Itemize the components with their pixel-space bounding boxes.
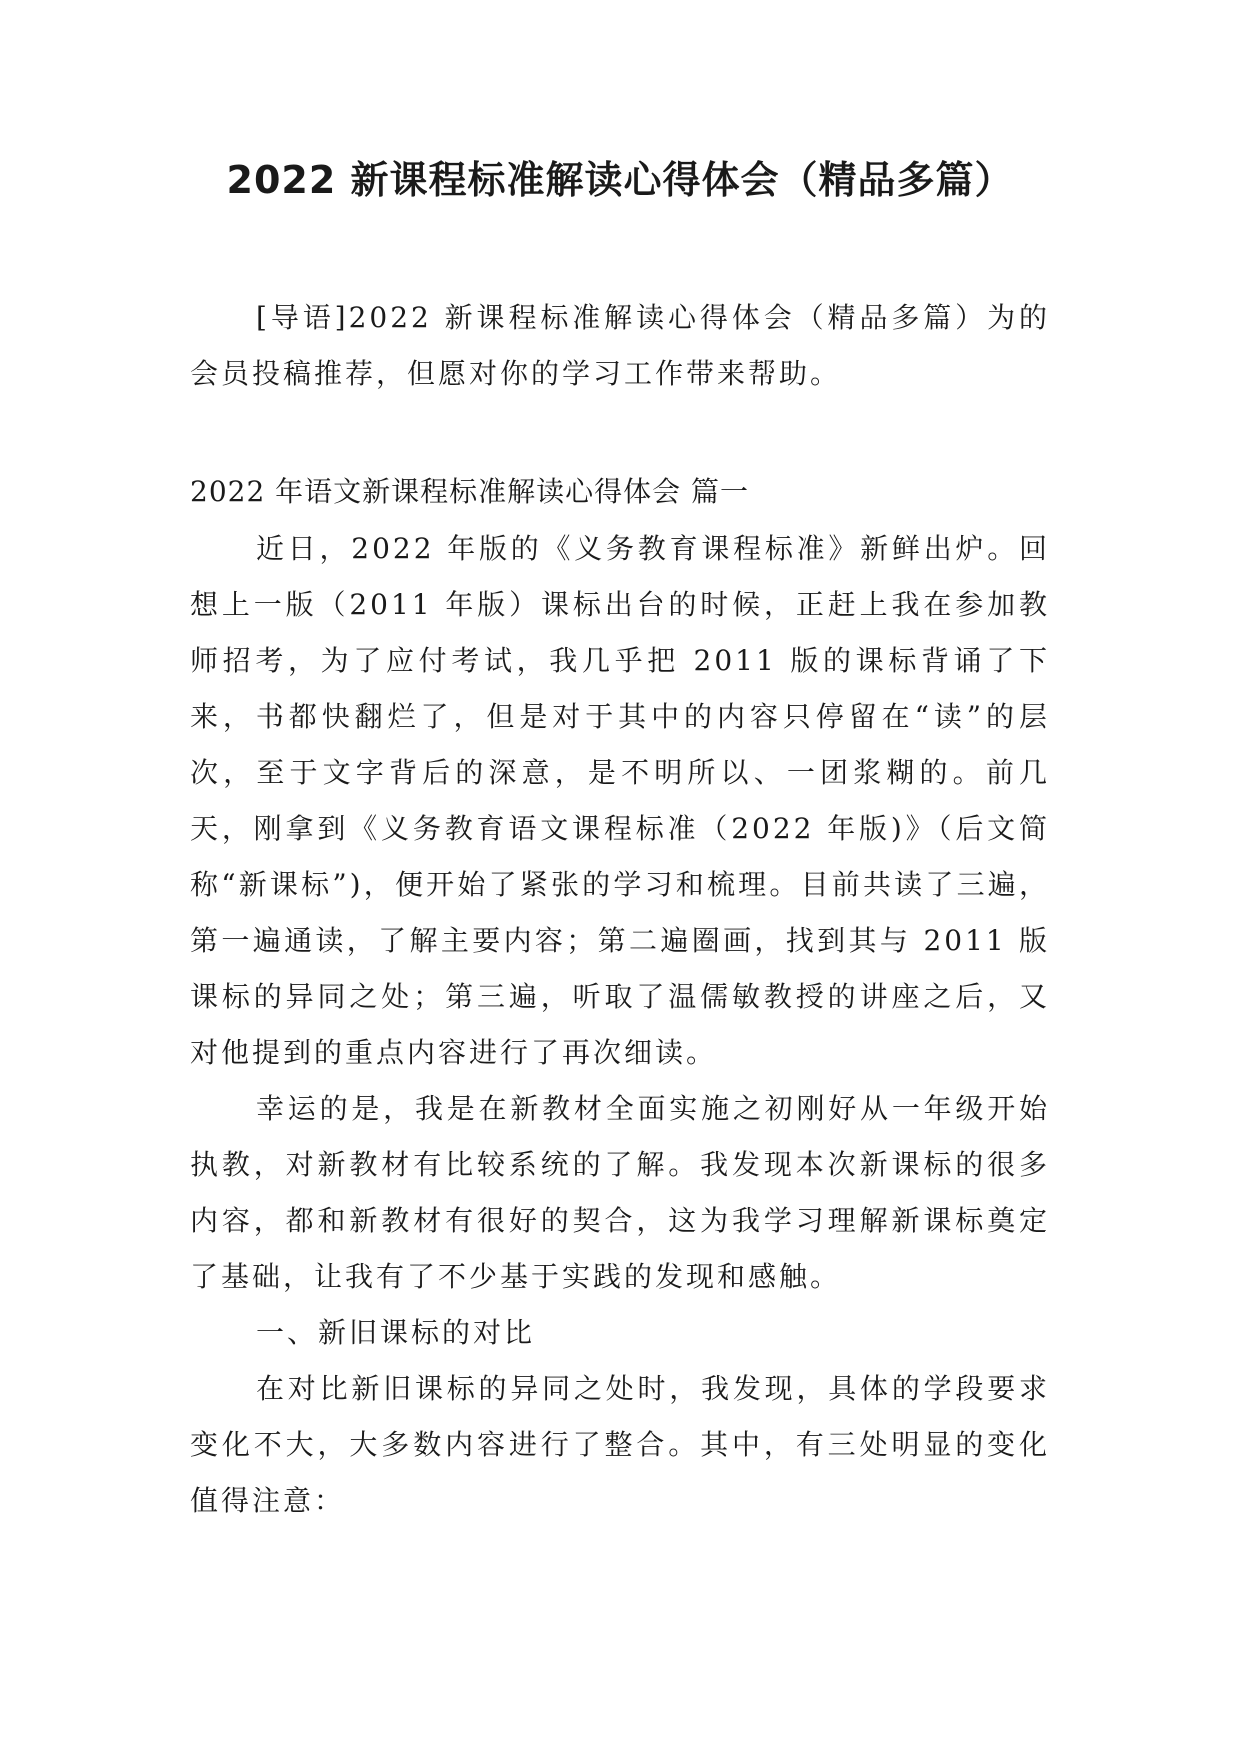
article-body [190,521,1050,1529]
body-paragraph-1: 近日，2022 年版的《义务教育课程标准》新鲜出炉。回想上一版（2011 年版）课标出台的时候，正赶上我在参加教师招考，为了应付考试，我几乎把 2011 版的课标背诵了下来，书都快翻烂了，但是对于其中的内容只停留在“读”的层次，至于文字背后的深意，是不明所以、一团浆糊的。前几天，刚拿到《义务教育语文课程标准（2022 年版)》（后文简称“新课标”)，便开始了紧张的学习和梳理。目前共读了三遍，第一遍通读，了解主要内容；第二遍圈画，找到其与 2011 版课标的异同之处；第三遍，听取了温儒敏教授的讲座之后，又对他提到的重点内容进行了再次细读。 [190,532,1050,1069]
intro-paragraph: [导语]2022 新课程标准解读心得体会（精品多篇）为的会员投稿推荐，但愿对你的学习工作带来帮助。 [190,301,1050,390]
document-page [190,0,1050,1754]
body-paragraph-3: 在对比新旧课标的异同之处时，我发现，具体的学段要求变化不大，大多数内容进行了整合。其中，有三处明显的变化值得注意： [190,1372,1050,1517]
section-heading: 2022 年语文新课程标准解读心得体会 篇一 [190,475,750,508]
body-paragraph-2: 幸运的是，我是在新教材全面实施之初刚好从一年级开始执教，对新教材有比较系统的了解。我发现本次新课标的很多内容，都和新教材有很好的契合，这为我学习理解新课标奠定了基础，让我有了不少基于实践的发现和感触。 [190,1092,1050,1293]
subheading-comparison: 一、新旧课标的对比 [256,1316,536,1349]
document-title: 2022 新课程标准解读心得体会（精品多篇） [226,158,1014,202]
